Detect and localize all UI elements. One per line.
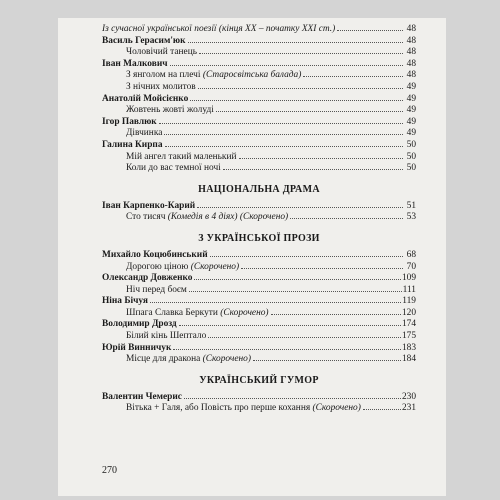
entry-page-number: 48 (406, 58, 416, 69)
entry-title-text: Ніч перед боєм (126, 284, 187, 295)
toc-author-entry (102, 201, 416, 213)
entry-title (126, 212, 288, 224)
toc-work-entry (102, 152, 416, 164)
entry-page-number: 51 (406, 200, 416, 211)
entry-page-number: 230 (401, 391, 416, 402)
entry-title (126, 262, 239, 274)
entry-title (102, 273, 192, 285)
entry-title (126, 354, 251, 366)
entry-title (102, 59, 168, 71)
dot-leader (179, 325, 401, 326)
entry-title-text: Місце для дракона (126, 354, 203, 365)
entry-title (102, 250, 208, 262)
entry-page-number: 49 (406, 105, 416, 116)
dot-leader (199, 53, 403, 54)
toc-work-entry (102, 82, 416, 94)
entry-page-number: 68 (406, 249, 416, 260)
entry-title (126, 331, 206, 343)
dot-leader (216, 111, 403, 112)
entry-title-text: З нічних молитов (126, 81, 196, 92)
toc-author-entry (102, 59, 416, 71)
entry-title-text: Дівчинка (126, 128, 163, 139)
entry-title-note: (Комедія в 4 діях) (Скорочено) (167, 212, 289, 223)
entry-title (126, 163, 221, 175)
section-heading: З УКРАЇНСЬКОЇ ПРОЗИ (198, 232, 320, 244)
entry-title (102, 94, 188, 106)
entry-title (102, 24, 335, 36)
entry-title (126, 105, 214, 117)
entry-title (102, 392, 182, 404)
dot-leader (210, 256, 403, 257)
entry-title (126, 308, 269, 320)
entry-title (126, 128, 162, 140)
toc-author-entry (102, 250, 416, 262)
entry-title-text: Чоловічий танець (126, 47, 197, 58)
entry-title-text: Жовтень жовті жолуді (126, 105, 214, 116)
entry-page-number: 111 (402, 284, 416, 295)
entry-page-number: 231 (401, 403, 416, 414)
dot-leader (190, 100, 403, 101)
toc-work-entry (102, 24, 416, 36)
entry-title (102, 201, 195, 213)
entry-title-text: Іван Карпенко-Карий (102, 200, 196, 211)
entry-page-number: 48 (406, 24, 416, 34)
entry-title (102, 343, 171, 355)
entry-title-text: Михайло Коцюбинський (102, 249, 208, 260)
entry-page-number: 49 (406, 116, 416, 127)
entry-page-number: 119 (402, 296, 416, 307)
toc-work-entry (102, 308, 416, 320)
entry-title-text: Ніна Бічуя (102, 296, 148, 307)
dot-leader (337, 30, 403, 31)
dot-leader (208, 337, 401, 338)
dot-leader (241, 268, 403, 269)
book-page (58, 18, 446, 496)
toc-work-entry (102, 354, 416, 366)
entry-title-note: Із сучасної української поезії (кінця ХХ – початку ХХІ ст.) (102, 24, 336, 34)
entry-page-number: 49 (406, 128, 416, 139)
entry-title (102, 117, 157, 129)
entry-page-number: 120 (401, 307, 416, 318)
entry-page-number: 49 (406, 81, 416, 92)
entry-page-number: 48 (406, 70, 416, 81)
entry-page-number: 48 (406, 35, 416, 46)
dot-leader (173, 349, 401, 350)
dot-leader (150, 302, 401, 303)
dot-leader (290, 218, 403, 219)
entry-title (126, 70, 301, 82)
entry-title (102, 140, 163, 152)
toc-author-entry (102, 392, 416, 404)
entry-page-number: 50 (406, 163, 416, 174)
entry-title (126, 47, 197, 59)
entry-title-note: (Скорочено) (202, 354, 251, 365)
entry-title-text: Шпага Славка Беркути (126, 307, 221, 318)
entry-page-number: 175 (401, 331, 416, 342)
dot-leader (198, 88, 403, 89)
toc-author-entry (102, 319, 416, 331)
entry-page-number: 109 (401, 273, 416, 284)
dot-leader (165, 146, 403, 147)
entry-page-number: 183 (401, 342, 416, 353)
entry-page-number: 50 (406, 151, 416, 162)
dot-leader (363, 409, 401, 410)
entry-title-note: (Скорочено) (190, 261, 240, 272)
toc-author-entry (102, 343, 416, 355)
entry-title (126, 285, 187, 297)
dot-leader (170, 65, 403, 66)
entry-title-text: З янголом на плечі (126, 70, 203, 81)
entry-title (102, 319, 177, 331)
toc-work-entry (102, 105, 416, 117)
toc-author-entry (102, 36, 416, 48)
entry-page-number: 53 (406, 212, 416, 223)
table-of-contents (102, 24, 416, 415)
entry-title-text: Галина Кирпа (102, 139, 163, 150)
section-heading: УКРАЇНСЬКИЙ ГУМОР (199, 374, 319, 386)
toc-work-entry (102, 47, 416, 59)
toc-author-entry (102, 296, 416, 308)
page-number: 270 (102, 465, 117, 476)
entry-page-number: 49 (406, 93, 416, 104)
entry-title (102, 296, 148, 308)
entry-title-text: Білий кінь Шептало (126, 331, 207, 342)
dot-leader (188, 42, 404, 43)
dot-leader (271, 314, 401, 315)
entry-page-number: 184 (401, 354, 416, 365)
dot-leader (189, 291, 402, 292)
dot-leader (197, 207, 403, 208)
dot-leader (303, 76, 403, 77)
entry-title (126, 152, 237, 164)
entry-title (102, 36, 186, 48)
toc-work-entry (102, 128, 416, 140)
entry-title-note: (Скорочено) (220, 307, 269, 318)
entry-title-text: Мій ангел такий маленький (126, 151, 237, 162)
entry-title (126, 403, 361, 415)
dot-leader (223, 169, 403, 170)
entry-title-text: Юрій Винничук (102, 342, 172, 353)
entry-title-text: Дорогою ціною (126, 261, 191, 272)
dot-leader (159, 123, 403, 124)
toc-work-entry (102, 212, 416, 224)
entry-title-text: Сто тисяч (126, 212, 168, 223)
toc-work-entry (102, 70, 416, 82)
entry-title-text: Валентин Чемерис (102, 391, 182, 402)
entry-page-number: 48 (406, 47, 416, 58)
section-heading: НАЦІОНАЛЬНА ДРАМА (198, 183, 320, 195)
toc-work-entry (102, 403, 416, 415)
entry-page-number: 50 (406, 139, 416, 150)
toc-author-entry (102, 140, 416, 152)
dot-leader (239, 158, 403, 159)
entry-title-note: (Скорочено) (312, 403, 361, 414)
entry-title-text: Анатолій Мойсієнко (102, 93, 189, 104)
dot-leader (253, 360, 401, 361)
toc-work-entry (102, 163, 416, 175)
entry-page-number: 174 (401, 319, 416, 330)
entry-title-text: Олександр Довженко (102, 273, 193, 284)
dot-leader (184, 398, 401, 399)
entry-title-text: Ігор Павлюк (102, 116, 157, 127)
entry-title-text: Коли до вас темної ночі (126, 163, 221, 174)
entry-title-text: Василь Герасим'юк (102, 35, 186, 46)
toc-author-entry (102, 117, 416, 129)
entry-title-text: Володимир Дрозд (102, 319, 177, 330)
toc-author-entry (102, 273, 416, 285)
toc-author-entry (102, 94, 416, 106)
entry-page-number: 70 (406, 261, 416, 272)
dot-leader (194, 279, 400, 280)
entry-title-text: Вітька + Галя, або Повість про перше кохання (126, 403, 313, 414)
toc-work-entry (102, 331, 416, 343)
entry-title-note: (Старосвітська балада) (202, 70, 302, 81)
toc-work-entry (102, 285, 416, 297)
entry-title (126, 82, 196, 94)
toc-work-entry (102, 262, 416, 274)
dot-leader (164, 134, 403, 135)
entry-title-text: Іван Малкович (102, 58, 168, 69)
